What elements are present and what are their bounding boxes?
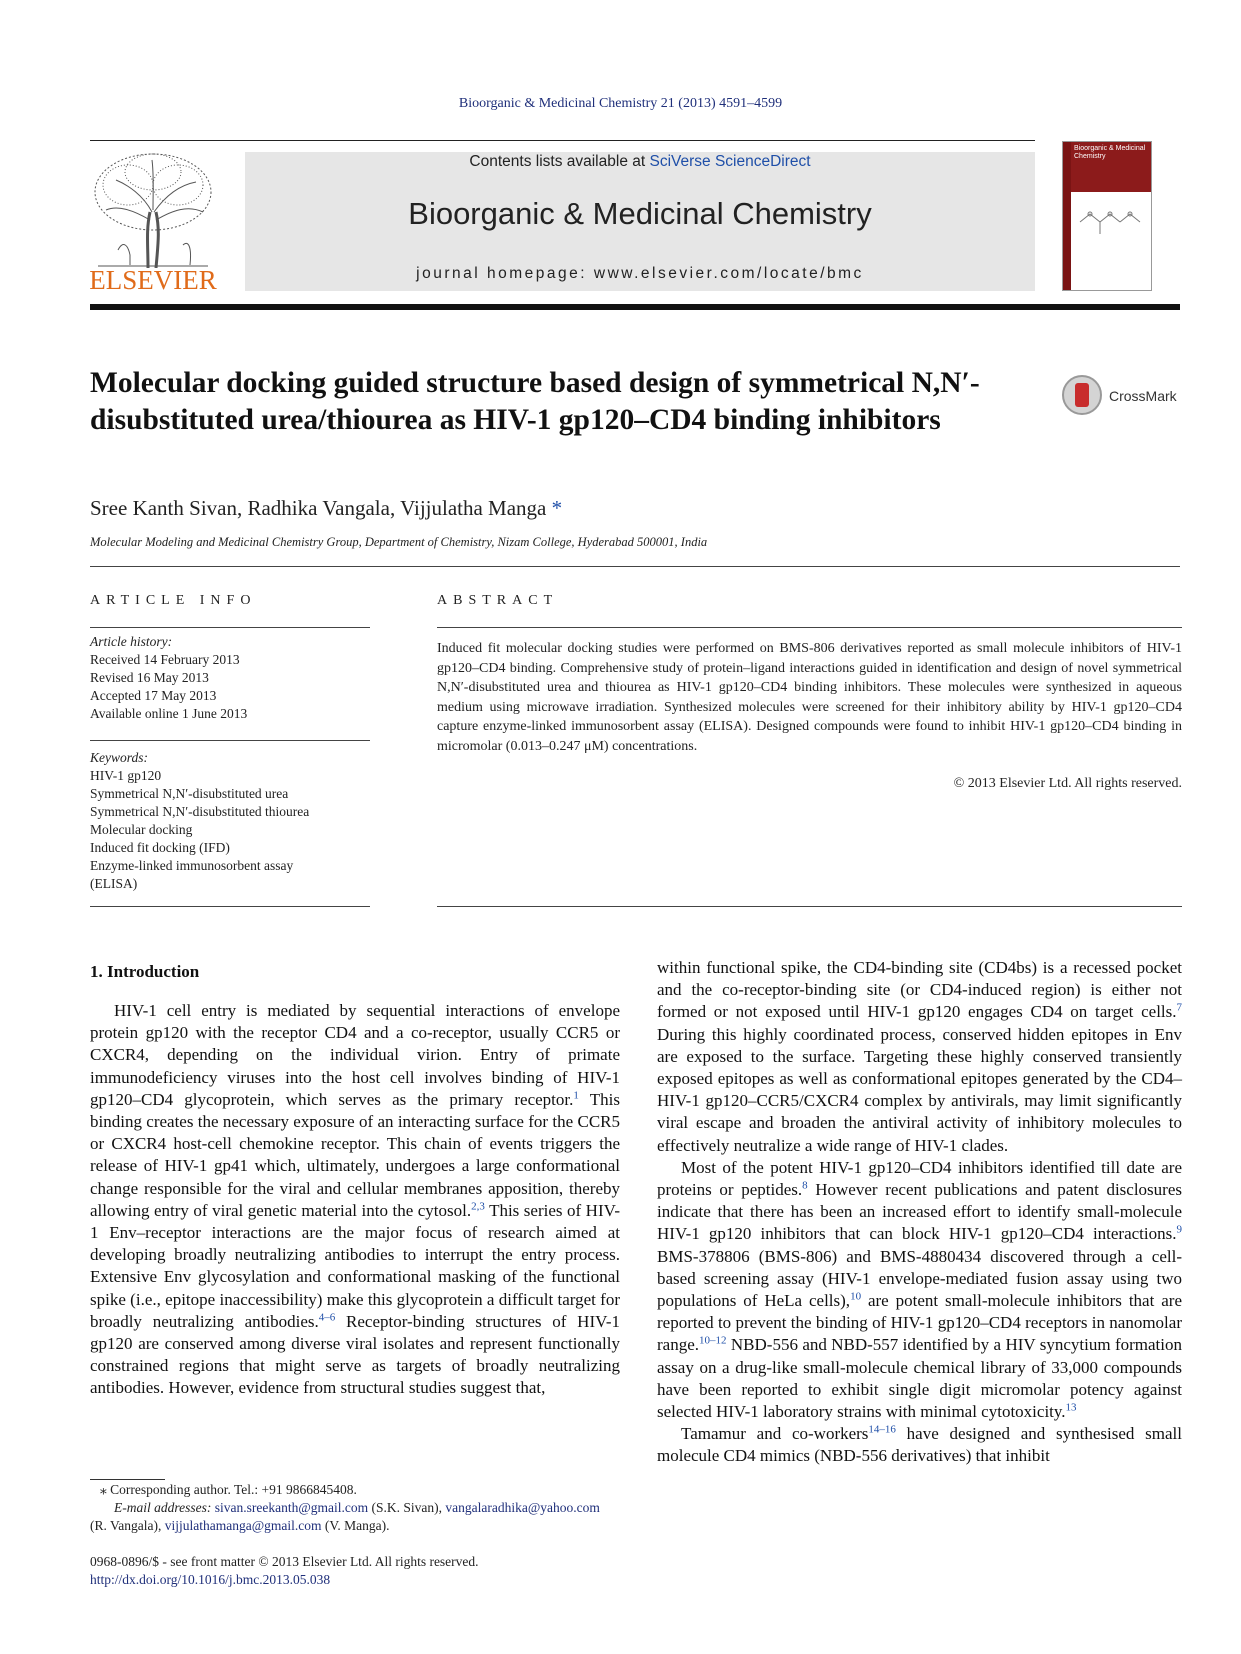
text-run: within functional spike, the CD4-binding site (CD4bs) is a recessed pocket and the co-receptor-binding site (or CD4-induced region) is either not formed or not exposed until HIV-1 gp120 engages CD4 on target cells. — [657, 958, 1182, 1022]
section-rule — [90, 566, 1180, 567]
article-info-bottom-rule — [90, 906, 370, 907]
article-title: Molecular docking guided structure based design of symmetrical N,N′-disubstituted urea/thiourea as HIV-1 gp120–CD4 binding inhibitors — [90, 367, 980, 436]
section-heading-introduction: 1. Introduction — [90, 962, 200, 981]
tree-icon — [88, 150, 218, 268]
email-link[interactable]: vangalaradhika@yahoo.com — [445, 1500, 600, 1515]
journal-reference[interactable]: Bioorganic & Medicinal Chemistry 21 (2013) 4591–4599 — [458, 96, 783, 111]
journal-title: Bioorganic & Medicinal Chemistry — [408, 196, 872, 231]
keyword-item: Molecular docking — [90, 822, 193, 837]
text-run: This series of HIV-1 Env–receptor interactions are the major focus of research aimed at developing broadly neutralizing antibodies to interrupt the entry process. Extensive Env glycosylation and conformational masking of the functional spike (i.e., epitope inaccessibility) make this glycoprotein a difficult target for broadly neutralizing antibodies. — [90, 1200, 620, 1331]
abstract-rule — [437, 627, 1182, 628]
email-link[interactable]: sivan.sreekanth@gmail.com — [214, 1500, 369, 1515]
doi-link[interactable]: http://dx.doi.org/10.1016/j.bmc.2013.05.038 — [90, 1572, 331, 1587]
cover-molecule-icon — [1075, 202, 1145, 242]
keywords — [90, 749, 380, 893]
history-revised: Revised 16 May 2013 — [90, 670, 209, 685]
keyword-item: (ELISA) — [90, 876, 138, 891]
keyword-item: Symmetrical N,N′-disubstituted thiourea — [90, 804, 310, 819]
text-run: Tamamur and co-workers — [681, 1424, 869, 1444]
abstract-heading: ABSTRACT — [437, 593, 559, 608]
cover-spine — [1063, 142, 1071, 290]
abstract-text: Induced fit molecular docking studies were performed on BMS-806 derivatives reported as small molecule inhibitors of HIV-1 gp120–CD4 binding. Comprehensive study of protein–ligand interactions guided in identification and design of novel symmetrical N,N′-disubstituted urea and thiourea as HIV-1 gp120–CD4 binding inhibitors. These molecules were synthesized in aqueous medium using microwave irradiation. Synthesized molecules were screened for their inhibitory ability by HIV-1 gp120–CD4 capture enzyme-linked immunosorbent assay (ELISA). Designed compounds were found to inhibit HIV-1 gp120–CD4 binding in micromolar (0.013–0.247 μM) concentrations. — [437, 641, 1182, 754]
paragraph — [657, 1157, 1182, 1423]
footnote-rule — [90, 1479, 165, 1480]
corresponding-author-note: ⁎ Corresponding author. Tel.: +91 9866845408. — [100, 1482, 357, 1497]
text-run: HIV-1 cell entry is mediated by sequential interactions of envelope protein gp120 with the receptor CD4 and a co-receptor, usually CCR5 or CXCR4, depending on the individual virion. Entry of primate immunodeficiency viruses into the host cell involves binding of HIV-1 gp120–CD4 glycoprotein, which serves as the primary receptor. — [90, 1001, 620, 1109]
crossmark-label: CrossMark — [1109, 388, 1177, 404]
cover-title: Bioorganic & Medicinal Chemistry — [1071, 142, 1151, 192]
elsevier-logo[interactable] — [88, 150, 218, 295]
abstract-copyright: © 2013 Elsevier Ltd. All rights reserved. — [953, 776, 1182, 791]
journal-cover-thumbnail[interactable] — [1062, 141, 1152, 291]
keyword-item: HIV-1 gp120 — [90, 768, 162, 783]
article-history — [90, 633, 380, 723]
text-run: This binding creates the necessary exposure of an interacting surface for the CCR5 or CXCR4 host-cell chemokine receptor. This chain of events triggers the release of HIV-1 gp41 which, ultimately, undergoes a large conformational change responsible for the viral and cellular membranes apposition, thereby allowing entry of viral genetic material into the cytosol. — [90, 1089, 620, 1220]
contents-line — [245, 153, 1035, 171]
citation-link[interactable]: 7 — [1176, 1001, 1182, 1014]
keyword-item: Induced fit docking (IFD) — [90, 840, 230, 855]
paragraph — [657, 957, 1182, 1157]
body-column-right — [657, 957, 1182, 1468]
email-owner: (S.K. Sivan), — [368, 1500, 446, 1515]
affiliation: Molecular Modeling and Medicinal Chemistry Group, Department of Chemistry, Nizam College, Hyderabad 500001, India — [90, 535, 708, 549]
text-run: However recent publications and patent disclosures indicate that there has been an increased effort to identify small-molecule HIV-1 gp120 inhibitors that can block HIV-1 gp120–CD4 interactions. — [657, 1180, 1182, 1244]
crossmark-badge[interactable] — [1062, 375, 1192, 417]
text-run: During this highly coordinated process, conserved hidden epitopes in Env are exposed to the surface. Targeting these highly conserved transiently exposed epitopes as well as conformational epitopes generated by the CD4–HIV-1 gp120–CCR5/CXCR4 complex by antivirals, may limit significantly viral escape and broaden the antiviral activity of inhibitory molecules to effectively neutralize a wide range of HIV-1 clades. — [657, 1024, 1182, 1155]
publisher-wordmark: ELSEVIER — [89, 265, 217, 295]
journal-homepage[interactable]: journal homepage: www.elsevier.com/locate/bmc — [416, 265, 864, 282]
history-accepted: Accepted 17 May 2013 — [90, 688, 217, 703]
body-column-left — [90, 1000, 620, 1400]
citation-link[interactable]: 8 — [802, 1179, 808, 1192]
author-list — [90, 496, 562, 521]
crossmark-icon — [1062, 375, 1102, 415]
keywords-rule — [90, 740, 370, 741]
citation-link[interactable]: 1 — [573, 1089, 579, 1102]
citation-link[interactable]: 10 — [850, 1290, 862, 1303]
text-run: Receptor-binding structures of HIV-1 gp120 are conserved among diverse viral isolates and represent functionally constrained regions that might serve as targets of broadly neutralizing antibodies. However, evidence from structural studies suggest that, — [90, 1311, 620, 1398]
text-run: BMS-378806 (BMS-806) and BMS-4880434 discovered through a cell-based screening assay (HIV-1 envelope-mediated fusion assay using two populations of HeLa cells), — [657, 1246, 1182, 1311]
keywords-label: Keywords: — [90, 750, 148, 765]
author-names: Sree Kanth Sivan, Radhika Vangala, Vijjulatha Manga — [90, 496, 547, 520]
text-run: have designed and synthesised small molecule CD4 mimics (NBD-556 derivatives) that inhibit — [657, 1424, 1182, 1466]
history-online: Available online 1 June 2013 — [90, 706, 248, 721]
email-label: E-mail addresses: — [114, 1500, 212, 1515]
email-owner: (V. Manga). — [321, 1518, 390, 1533]
text-run: are potent small-molecule inhibitors that are reported to prevent the binding of HIV-1 gp120–CD4 receptors in nanomolar range. — [657, 1291, 1182, 1355]
contents-prefix: Contents lists available at — [469, 153, 650, 170]
abstract-bottom-rule — [437, 906, 1182, 907]
issn-line: 0968-0896/$ - see front matter © 2013 Elsevier Ltd. All rights reserved. — [90, 1554, 479, 1569]
footnotes — [90, 1481, 620, 1535]
citation-link[interactable]: 2,3 — [471, 1200, 485, 1213]
journal-banner — [245, 152, 1035, 291]
citation-link[interactable]: 10–12 — [699, 1334, 727, 1347]
text-run: NBD-556 and NBD-557 identified by a HIV syncytium formation assay on a drug-like small-molecule chemical library of 33,000 compounds have been reported to exhibit single digit micromolar potency against selected HIV-1 laboratory strains with minimal cytotoxicity. — [657, 1335, 1182, 1422]
citation-link[interactable]: 4–6 — [318, 1311, 336, 1324]
sciencedirect-link[interactable]: SciVerse ScienceDirect — [649, 153, 811, 170]
email-addresses — [90, 1499, 620, 1535]
header-rule — [90, 140, 1035, 141]
paragraph — [657, 1423, 1182, 1467]
header-thick-rule — [90, 304, 1180, 310]
citation-link[interactable]: 9 — [1176, 1223, 1182, 1236]
paragraph — [90, 1000, 620, 1400]
front-matter-info — [90, 1553, 479, 1589]
email-link[interactable]: vijjulathamanga@gmail.com — [164, 1518, 322, 1533]
text-run: Most of the potent HIV-1 gp120–CD4 inhibitors identified till date are proteins or peptides. — [657, 1157, 1182, 1200]
history-received: Received 14 February 2013 — [90, 652, 240, 667]
citation-link[interactable]: 13 — [1065, 1401, 1077, 1414]
keyword-item: Symmetrical N,N′-disubstituted urea — [90, 786, 289, 801]
keyword-item: Enzyme-linked immunosorbent assay — [90, 858, 294, 873]
history-label: Article history: — [90, 634, 173, 649]
citation-link[interactable]: 14–16 — [868, 1423, 896, 1436]
email-owner: (R. Vangala), — [90, 1518, 165, 1533]
article-info-heading: ARTICLE INFO — [90, 593, 257, 608]
article-info-rule — [90, 627, 370, 628]
corresponding-author-mark[interactable]: * — [551, 496, 563, 520]
